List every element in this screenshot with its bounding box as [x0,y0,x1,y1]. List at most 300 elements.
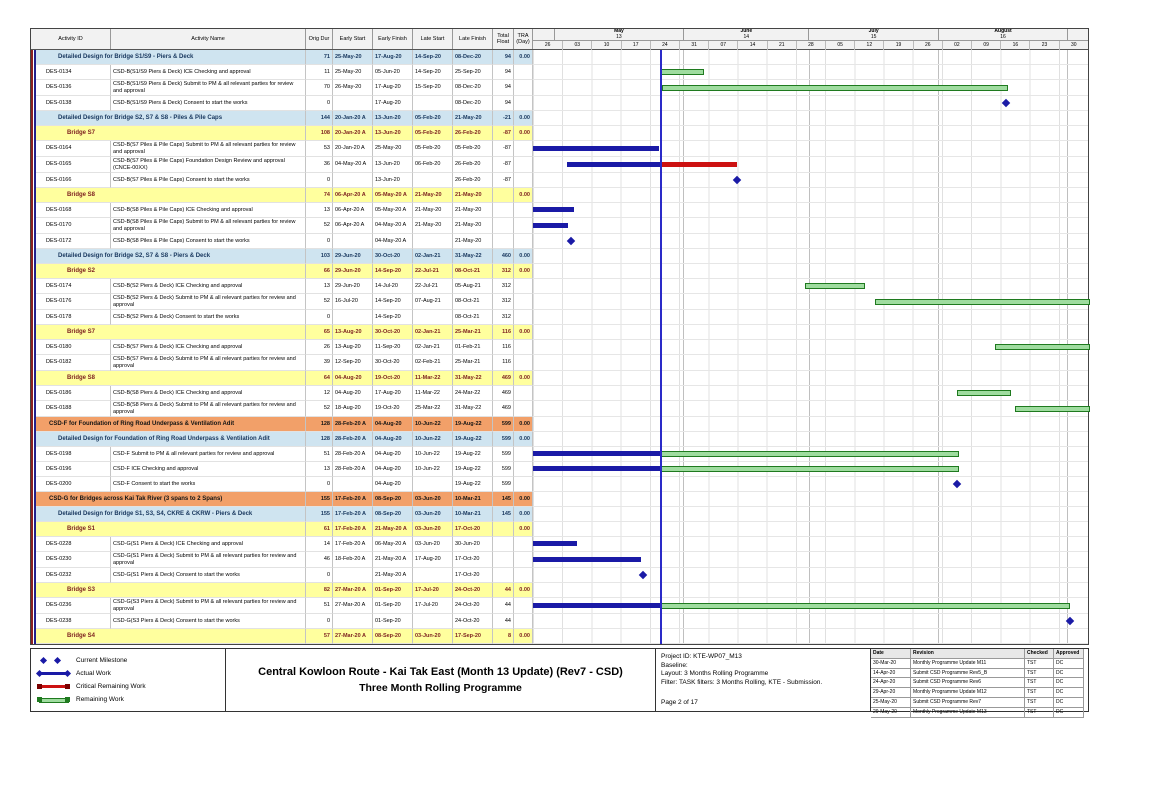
cell-ef: 04-Aug-20 [373,477,413,492]
cell-ef: 04-May-20 A [373,234,413,249]
gantt-bar-actual [533,451,660,456]
activity-row [31,477,1088,492]
cell-ef: 13-Jun-20 [373,157,413,173]
cell-ls [413,614,453,629]
section-title: Detailed Design for Bridge S2, S7 & S8 - Piers & Deck [31,249,306,264]
cell-es: 26-May-20 [333,80,373,96]
revision-header-row [871,649,1084,659]
cell-lf: 24-Oct-20 [453,583,493,598]
week-header-cell: 07 [708,41,737,50]
cell-lf: 24-Oct-20 [453,614,493,629]
cell-tra [514,234,533,249]
cell-ef: 14-Sep-20 [373,294,413,310]
cell-lf: 25-Sep-20 [453,65,493,80]
cell-dur: 26 [306,340,333,355]
activity-row [31,234,1088,249]
gantt-row [533,462,1088,477]
cell-dur: 0 [306,310,333,325]
cell-activity-name: CSD-B(S2 Piers & Deck) ICE Checking and approval [111,279,306,294]
cell-lf: 26-Feb-20 [453,157,493,173]
cell-lf: 31-May-22 [453,249,493,264]
cell-activity-name: CSD-F Consent to start the works [111,477,306,492]
cell-activity-name: CSD-B(S7 Piles & Pile Caps) Foundation Design Review and approval (CNCE-00XX) [111,157,306,173]
cell-activity-name: CSD-B(S7 Piles & Pile Caps) Consent to start the works [111,173,306,188]
cell-ef: 01-Sep-20 [373,583,413,598]
cell-ef: 04-May-20 A [373,218,413,234]
gantt-row [533,552,1088,568]
activity-row [31,218,1088,234]
activity-row [31,173,1088,188]
revision-name: Submit CSD Programme Rev7 [911,698,1025,707]
legend-item [37,680,219,693]
cell-dur: 0 [306,173,333,188]
milestone-icon [1066,617,1074,625]
section-title: Detailed Design for Bridge S1/S9 - Piers & Deck [31,50,306,65]
revision-header-date: Date [871,649,911,658]
week-header-cell: 19 [883,41,912,50]
cell-ls: 22-Jul-21 [413,279,453,294]
cell-tra [514,294,533,310]
cell-lf: 21-May-20 [453,111,493,126]
cell-tf: -87 [493,126,514,141]
legend-label: Actual Work [76,670,111,677]
cell-ef: 19-Oct-20 [373,371,413,386]
revision-row [871,698,1084,708]
activity-row [31,355,1088,371]
section-row [31,492,1088,507]
cell-tra [514,173,533,188]
cell-dur: 0 [306,568,333,583]
cell-es: 17-Feb-20 A [333,492,373,507]
cell-activity-name: CSD-B(S8 Piers & Deck) ICE Checking and approval [111,386,306,401]
cell-es: 28-Feb-20 A [333,462,373,477]
cell-ef: 17-Aug-20 [373,386,413,401]
revision-name: Monthly Programme Update M11 [911,659,1025,668]
section-title: Bridge S8 [31,371,306,386]
cell-dur: 82 [306,583,333,598]
cell-lf: 19-Aug-22 [453,447,493,462]
gantt-bar-actual [533,557,641,562]
cell-tra [514,477,533,492]
cell-es [333,310,373,325]
cell-ls: 07-Aug-21 [413,294,453,310]
section-title: Bridge S2 [31,264,306,279]
cell-ef: 01-Sep-20 [373,598,413,614]
cell-lf: 31-May-22 [453,401,493,417]
cell-es: 28-Feb-20 A [333,417,373,432]
revision-approved: DC [1054,708,1084,717]
cell-lf: 08-Dec-20 [453,50,493,65]
gantt-bar-remaining [957,390,1012,396]
cell-ef: 13-Jun-20 [373,173,413,188]
cell-tra [514,310,533,325]
cell-ls: 03-Jun-20 [413,629,453,644]
revision-checked: TST [1025,669,1054,678]
project-info [656,649,871,711]
cell-ef: 30-Oct-20 [373,325,413,340]
cell-activity-name: CSD-F ICE Checking and approval [111,462,306,477]
cell-lf: 24-Oct-20 [453,598,493,614]
activity-row [31,279,1088,294]
cell-es: 28-Feb-20 A [333,447,373,462]
gantt-row [533,234,1088,249]
gantt-row [533,310,1088,325]
gantt-row [533,583,1088,598]
cell-ls: 21-May-20 [413,218,453,234]
cell-ef: 04-Aug-20 [373,432,413,447]
milestone-icon [1002,99,1010,107]
cell-activity-id: DES-0174 [31,279,111,294]
section-row [31,126,1088,141]
cell-dur: 39 [306,355,333,371]
revision-name: Monthly Programme Update M12 [911,688,1025,697]
revision-date: 29-Apr-20 [871,688,911,697]
cell-es: 20-Jan-20 A [333,111,373,126]
cell-tf [493,234,514,249]
activity-row [31,462,1088,477]
page-subtitle: Three Month Rolling Programme [359,682,522,694]
cell-ls: 11-Mar-22 [413,386,453,401]
month-name: August [994,29,1012,34]
section-row [31,111,1088,126]
revision-date: 14-Apr-20 [871,669,911,678]
cell-es: 06-Apr-20 A [333,203,373,218]
cell-tra [514,568,533,583]
cell-tf: 44 [493,583,514,598]
cell-ef: 06-May-20 A [373,537,413,552]
revision-row [871,688,1084,698]
revision-table [871,649,1084,715]
cell-lf: 17-Oct-20 [453,568,493,583]
cell-lf: 05-Aug-21 [453,279,493,294]
cell-ef: 05-May-20 A [373,203,413,218]
cell-ls: 02-Jan-21 [413,249,453,264]
cell-es: 27-Mar-20 A [333,629,373,644]
cell-tra: 0.00 [514,492,533,507]
revision-checked: TST [1025,688,1054,697]
section-row [31,583,1088,598]
cell-activity-name: CSD-B(S1/S9 Piers & Deck) Consent to start the works [111,96,306,111]
cell-ls [413,234,453,249]
cell-dur: 51 [306,598,333,614]
gantt-bar-actual [533,146,659,151]
cell-tra: 0.00 [514,371,533,386]
cell-activity-id: DES-0228 [31,537,111,552]
legend-label: Remaining Work [76,696,124,703]
cell-activity-id: DES-0176 [31,294,111,310]
cell-tra: 0.00 [514,417,533,432]
cell-dur: 128 [306,417,333,432]
gantt-row [533,218,1088,234]
week-band [533,41,1088,50]
cell-ls: 25-Mar-22 [413,401,453,417]
cell-es: 20-Jan-20 A [333,126,373,141]
activity-row [31,386,1088,401]
cell-tra [514,65,533,80]
revision-row [871,669,1084,679]
cell-tf: 145 [493,492,514,507]
timeline-header [533,29,1088,49]
gantt-row [533,492,1088,507]
cell-tf: 469 [493,401,514,417]
gantt-row [533,249,1088,264]
gantt-row [533,537,1088,552]
cell-ef: 04-Aug-20 [373,417,413,432]
cell-activity-id: DES-0186 [31,386,111,401]
cell-ef: 17-Aug-20 [373,80,413,96]
cell-ls [413,568,453,583]
cell-lf: 21-May-20 [453,234,493,249]
cell-activity-name: CSD-B(S7 Piers & Deck) Submit to PM & all relevant parties for review and approval [111,355,306,371]
cell-ef: 19-Oct-20 [373,401,413,417]
legend-label: Critical Remaining Work [76,683,146,690]
cell-activity-id: DES-0165 [31,157,111,173]
month-header-cell [554,29,683,40]
revision-row [871,678,1084,688]
section-title: CSD-G for Bridges across Kai Tak River (3 spans to 2 Spans) [31,492,306,507]
month-header-cell [533,29,554,40]
cell-ef: 14-Sep-20 [373,310,413,325]
cell-dur: 61 [306,522,333,537]
column-header-tf: Total Float [493,29,514,49]
page-number: Page 2 of 17 [661,698,698,706]
cell-activity-id: DES-0198 [31,447,111,462]
gantt-row [533,188,1088,203]
cell-activity-id: DES-0178 [31,310,111,325]
cell-activity-id: DES-0166 [31,173,111,188]
cell-tf: 44 [493,598,514,614]
cell-activity-id: DES-0138 [31,96,111,111]
gantt-bar-actual [533,603,660,608]
cell-dur: 13 [306,279,333,294]
cell-ls: 02-Feb-21 [413,355,453,371]
cell-es: 18-Aug-20 [333,401,373,417]
cell-dur: 65 [306,325,333,340]
week-header-cell: 14 [737,41,766,50]
cell-tf: 469 [493,371,514,386]
activity-row [31,537,1088,552]
cell-lf: 17-Oct-20 [453,522,493,537]
revision-header-approved: Approved [1054,649,1084,658]
section-row [31,417,1088,432]
milestone-icon [952,480,960,488]
gantt-row [533,568,1088,583]
cell-tf: 116 [493,355,514,371]
cell-lf: 17-Oct-20 [453,552,493,568]
gantt-row [533,386,1088,401]
milestone-icon [567,237,575,245]
cell-ef: 14-Sep-20 [373,264,413,279]
week-header-cell: 10 [591,41,620,50]
gantt-row [533,141,1088,157]
revision-approved: DC [1054,688,1084,697]
activity-row [31,401,1088,417]
cell-tra [514,96,533,111]
revision-date: 25-May-20 [871,698,911,707]
cell-ef: 04-Aug-20 [373,447,413,462]
cell-tra [514,552,533,568]
cell-dur: 108 [306,126,333,141]
cell-es: 06-Apr-20 A [333,218,373,234]
week-header-cell: 31 [679,41,708,50]
revision-checked: TST [1025,659,1054,668]
cell-tra [514,401,533,417]
cell-tra [514,355,533,371]
cell-tf [493,522,514,537]
cell-tf: 312 [493,264,514,279]
activity-row [31,340,1088,355]
activity-row [31,598,1088,614]
week-header-cell: 16 [1000,41,1029,50]
revision-header-checked: Checked [1025,649,1054,658]
week-header-cell: 21 [767,41,796,50]
cell-activity-name: CSD-G(S1 Piers & Deck) ICE Checking and approval [111,537,306,552]
gantt-row [533,340,1088,355]
cell-dur: 51 [306,447,333,462]
activity-row [31,294,1088,310]
cell-ls: 10-Jun-22 [413,462,453,477]
cell-tf: -21 [493,111,514,126]
gantt-row [533,264,1088,279]
cell-activity-id: DES-0172 [31,234,111,249]
activity-row [31,203,1088,218]
cell-es: 27-Mar-20 A [333,583,373,598]
cell-tf: 599 [493,462,514,477]
column-header-lf: Late Finish [453,29,493,49]
cell-ls: 05-Feb-20 [413,111,453,126]
cell-lf: 08-Oct-21 [453,294,493,310]
activity-row [31,447,1088,462]
revision-checked: TST [1025,698,1054,707]
month-number: 13 [616,33,622,40]
info-line-1: Baseline: [661,661,688,669]
column-header-tra: TRA (Day) [514,29,533,49]
section-title: Detailed Design for Foundation of Ring Road Underpass & Ventilation Adit [31,432,306,447]
cell-dur: 52 [306,401,333,417]
cell-dur: 52 [306,218,333,234]
page-content [30,28,1089,715]
gantt-bar-critical [660,162,737,167]
week-header-cell: 28 [796,41,825,50]
column-header-es: Early Start [333,29,373,49]
cell-ls: 03-Jun-20 [413,537,453,552]
cell-lf: 21-May-20 [453,188,493,203]
gantt-bar-remaining [662,85,1009,91]
cell-es: 17-Feb-20 A [333,522,373,537]
cell-activity-name: CSD-B(S7 Piles & Pile Caps) Submit to PM & all relevant parties for review and approval [111,141,306,157]
cell-dur: 71 [306,50,333,65]
activity-row [31,552,1088,568]
cell-tra: 0.00 [514,50,533,65]
cell-ef: 30-Oct-20 [373,355,413,371]
revision-row [871,708,1084,718]
gantt-row [533,203,1088,218]
cell-tra [514,386,533,401]
cell-es: 29-Jun-20 [333,264,373,279]
cell-activity-name: CSD-G(S3 Piers & Deck) Submit to PM & all relevant parties for review and approval [111,598,306,614]
cell-ef: 21-May-20 A [373,552,413,568]
month-name: July [868,29,879,34]
cell-tra [514,537,533,552]
cell-tf: 469 [493,386,514,401]
cell-dur: 64 [306,371,333,386]
cell-activity-name: CSD-B(S8 Piers & Deck) Submit to PM & all relevant parties for review and approval [111,401,306,417]
cell-ls [413,96,453,111]
cell-tra [514,157,533,173]
section-title: Bridge S7 [31,325,306,340]
table-body [31,50,1088,644]
cell-ls: 15-Sep-20 [413,80,453,96]
legend-cap [65,697,70,702]
cell-tf: 599 [493,447,514,462]
section-title: Bridge S4 [31,629,306,644]
revision-header-revision: Revision [911,649,1025,658]
activity-row [31,568,1088,583]
gantt-row [533,477,1088,492]
revision-approved: DC [1054,698,1084,707]
cell-activity-name: CSD-B(S2 Piers & Deck) Consent to start the works [111,310,306,325]
cell-es [333,96,373,111]
activity-row [31,80,1088,96]
cell-activity-name: CSD-B(S1/S9 Piers & Deck) Submit to PM & all relevant parties for review and approval [111,80,306,96]
month-number: 15 [870,33,877,40]
cell-tf [493,188,514,203]
month-name: June [740,29,753,34]
cell-activity-id: DES-0164 [31,141,111,157]
cell-lf: 19-Aug-22 [453,432,493,447]
cell-tf: 312 [493,279,514,294]
cell-ef: 05-May-20 A [373,188,413,203]
week-header-cell: 26 [913,41,942,50]
legend-cap [65,684,70,689]
month-number: 14 [743,33,750,40]
cell-lf: 01-Feb-21 [453,340,493,355]
cell-lf: 19-Aug-22 [453,417,493,432]
week-header-cell: 12 [854,41,883,50]
section-title: CSD-F for Foundation of Ring Road Underpass & Ventilation Adit [31,417,306,432]
revision-name: Submit CSD Programme Rev5_B [911,669,1025,678]
cell-tf: 94 [493,50,514,65]
cell-tra: 0.00 [514,522,533,537]
week-header-cell: 30 [1059,41,1088,50]
cell-ls: 14-Sep-20 [413,65,453,80]
gantt-row [533,401,1088,417]
cell-activity-id: DES-0188 [31,401,111,417]
cell-tra: 0.00 [514,249,533,264]
cell-es [333,614,373,629]
gantt-bar-actual [567,162,660,167]
cell-activity-id: DES-0200 [31,477,111,492]
legend-item [37,693,219,706]
cell-ls [413,477,453,492]
cell-tf: 460 [493,249,514,264]
cell-ls: 17-Jul-20 [413,583,453,598]
cell-tf: 599 [493,417,514,432]
gantt-bar-remaining [660,603,1069,609]
cell-activity-name: CSD-B(S1/S9 Piers & Deck) ICE Checking and approval [111,65,306,80]
section-row [31,522,1088,537]
cell-dur: 70 [306,80,333,96]
section-title: Bridge S1 [31,522,306,537]
cell-tra: 0.00 [514,583,533,598]
info-line-2: Layout: 3 Months Rolling Programme [661,670,769,677]
cell-ls: 10-Jun-22 [413,432,453,447]
cell-tra [514,218,533,234]
section-row [31,249,1088,264]
cell-tf: 44 [493,614,514,629]
footer [30,648,1089,715]
cell-dur: 144 [306,111,333,126]
